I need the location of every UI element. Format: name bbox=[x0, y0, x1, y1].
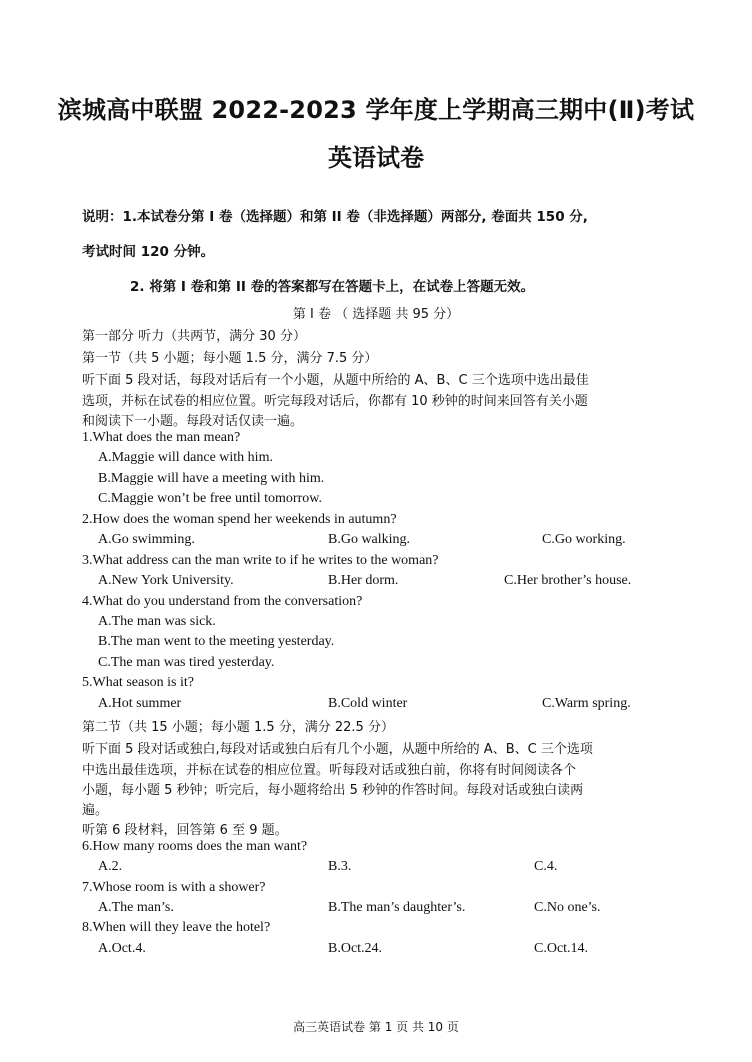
question-7-stem: 7.Whose room is with a shower? bbox=[82, 880, 266, 895]
question-2-option-c: C.Go working. bbox=[542, 532, 626, 547]
section2-instruction-3: 小题，每小题 5 秒钟；听完后，每小题将给出 5 秒钟的作答时间。每段对话或独白读两 bbox=[82, 783, 584, 798]
question-7-option-a: A.The man’s. bbox=[98, 900, 174, 915]
question-3-option-b: B.Her dorm. bbox=[328, 573, 399, 588]
question-2-option-a: A.Go swimming. bbox=[98, 532, 195, 547]
question-5-option-c: C.Warm spring. bbox=[542, 696, 631, 711]
volume-title: 第 I 卷 （ 选择题 共 95 分） bbox=[292, 307, 460, 322]
note-line-2: 考试时间 120 分钟。 bbox=[82, 244, 215, 260]
section1-title: 第一节（共 5 小题；每小题 1.5 分，满分 7.5 分） bbox=[82, 351, 378, 366]
note-line-1: 说明：1.本试卷分第 I 卷（选择题）和第 II 卷（非选择题）两部分, 卷面共 150 分, bbox=[82, 209, 588, 225]
question-7-option-b: B.The man’s daughter’s. bbox=[328, 900, 466, 915]
note-line-3: 2. 将第 I 卷和第 II 卷的答案都写在答题卡上，在试卷上答题无效。 bbox=[130, 279, 535, 295]
question-4-option-a: A.The man was sick. bbox=[98, 614, 216, 629]
question-5-stem: 5.What season is it? bbox=[82, 675, 194, 690]
question-4-option-b: B.The man went to the meeting yesterday. bbox=[98, 634, 335, 649]
question-8-option-a: A.Oct.4. bbox=[98, 941, 146, 956]
question-6-option-c: C.4. bbox=[534, 859, 558, 874]
question-1-option-c: C.Maggie won’t be free until tomorrow. bbox=[98, 491, 322, 506]
question-6-option-a: A.2. bbox=[98, 859, 123, 874]
question-3-option-a: A.New York University. bbox=[98, 573, 234, 588]
question-7-option-c: C.No one’s. bbox=[534, 900, 601, 915]
question-4-option-c: C.The man was tired yesterday. bbox=[98, 655, 275, 670]
question-6-option-b: B.3. bbox=[328, 859, 352, 874]
section1-instruction-1: 听下面 5 段对话，每段对话后有一个小题，从题中所给的 A、B、C 三个选项中选出最佳 bbox=[82, 373, 589, 388]
question-1-option-a: A.Maggie will dance with him. bbox=[98, 450, 273, 465]
question-8-option-b: B.Oct.24. bbox=[328, 941, 383, 956]
question-1-option-b: B.Maggie will have a meeting with him. bbox=[98, 471, 325, 486]
question-4-stem: 4.What do you understand from the conversation? bbox=[82, 594, 363, 609]
section2-instruction-2: 中选出最佳选项，并标在试卷的相应位置。听每段对话或独白前，你将有时间阅读各个 bbox=[82, 763, 577, 778]
question-1-stem: 1.What does the man mean? bbox=[82, 430, 241, 445]
question-8-stem: 8.When will they leave the hotel? bbox=[82, 920, 271, 935]
question-2-stem: 2.How does the woman spend her weekends in autumn? bbox=[82, 512, 397, 527]
question-3-stem: 3.What address can the man write to if he writes to the woman? bbox=[82, 553, 439, 568]
section2-title: 第二节（共 15 小题；每小题 1.5 分，满分 22.5 分） bbox=[82, 720, 394, 735]
section2-material-note: 听第 6 段材料，回答第 6 至 9 题。 bbox=[82, 823, 288, 838]
question-5-option-a: A.Hot summer bbox=[98, 696, 182, 711]
exam-title: 滨城高中联盟 2022-2023 学年度上学期高三期中(Ⅱ)考试 bbox=[57, 96, 695, 124]
exam-subtitle: 英语试卷 bbox=[328, 144, 424, 172]
question-2-option-b: B.Go walking. bbox=[328, 532, 411, 547]
section1-instruction-3: 和阅读下一小题。每段对话仅读一遍。 bbox=[82, 414, 304, 429]
page-footer: 高三英语试卷 第 1 页 共 10 页 bbox=[293, 1020, 459, 1034]
question-6-stem: 6.How many rooms does the man want? bbox=[82, 839, 308, 854]
section2-instruction-1: 听下面 5 段对话或独白,每段对话或独白后有几个小题，从题中所给的 A、B、C 三个选项 bbox=[82, 742, 593, 757]
section2-instruction-4: 遍。 bbox=[82, 803, 109, 818]
question-3-option-c: C.Her brother’s house. bbox=[504, 573, 632, 588]
question-5-option-b: B.Cold winter bbox=[328, 696, 408, 711]
question-8-option-c: C.Oct.14. bbox=[534, 941, 589, 956]
section1-instruction-2: 选项，并标在试卷的相应位置。听完每段对话后，你都有 10 秒钟的时间来回答有关小题 bbox=[82, 394, 588, 409]
part1-title: 第一部分 听力（共两节，满分 30 分） bbox=[82, 329, 306, 344]
